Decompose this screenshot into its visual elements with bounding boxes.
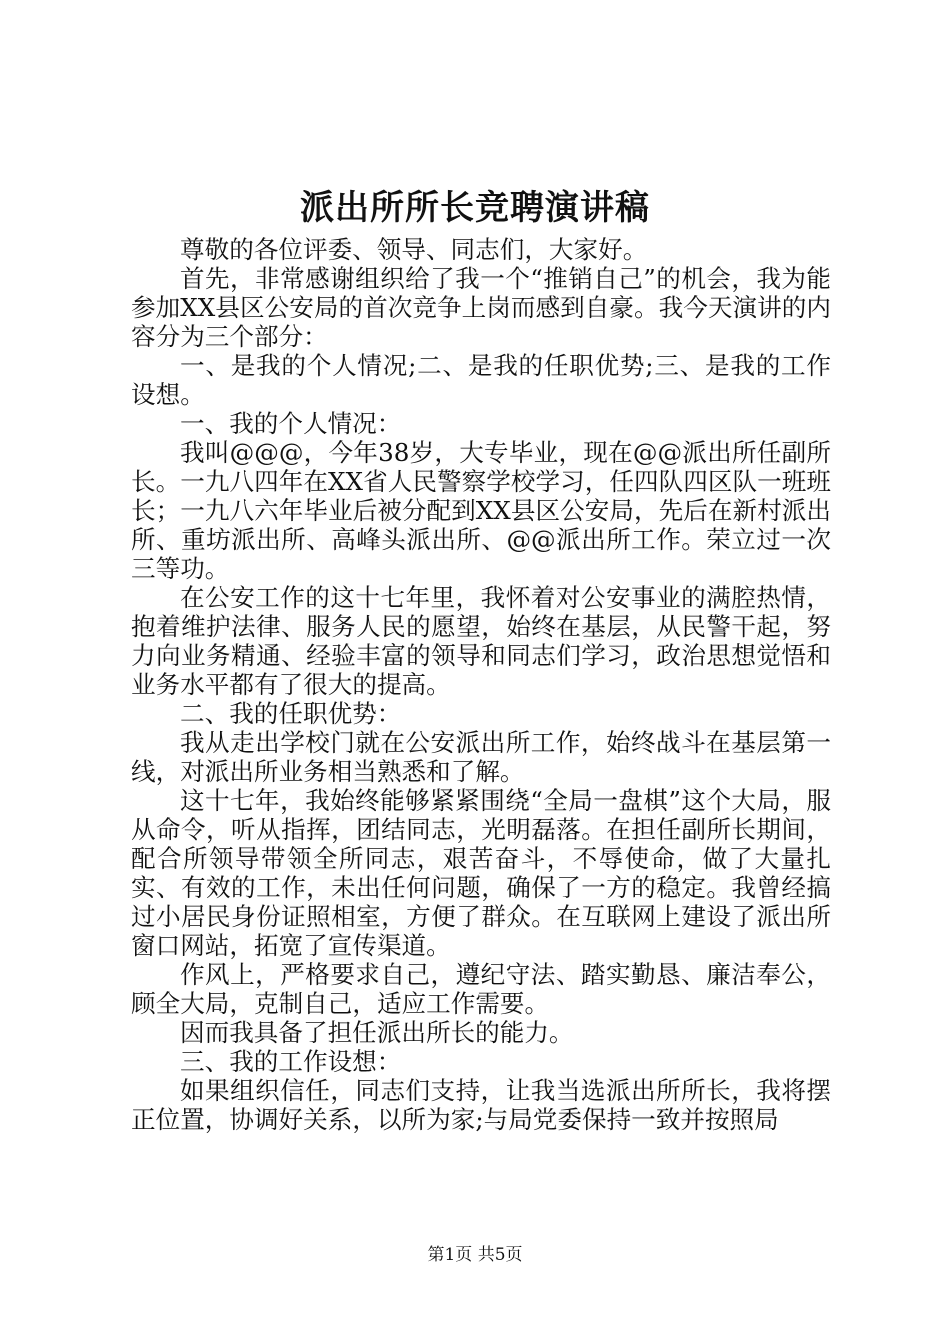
section-heading-advantages: 二、我的任职优势： <box>180 699 402 728</box>
paragraph-advantage-experience: 我从走出学校门就在公安派出所工作，始终战斗在基层第一线，对派出所业务相当熟悉和了解。 <box>131 728 831 786</box>
paragraph-career: 在公安工作的这十七年里，我怀着对公安事业的满腔热情，抱着维护法律、服务人民的愿望，始终在基层，从民警干起，努力向业务精通、经验丰富的领导和同志们学习，政治思想觉悟和业务水平都有了很大的提高。 <box>131 583 831 699</box>
section-heading-personal: 一、我的个人情况： <box>180 409 402 438</box>
paragraph-plans: 如果组织信任，同志们支持，让我当选派出所所长，我将摆正位置，协调好关系，以所为家;与局党委保持一致并按照局 <box>131 1076 831 1134</box>
section-heading-plans: 三、我的工作设想： <box>180 1047 402 1076</box>
page-number-footer: 第1页 共5页 <box>427 1245 523 1265</box>
paragraph-outline: 一、是我的个人情况;二、是我的任职优势;三、是我的工作设想。 <box>131 351 831 409</box>
paragraph-advantage-work: 这十七年，我始终能够紧紧围绕“全局一盘棋”这个大局，服从命令，听从指挥，团结同志，光明磊落。在担任副所长期间，配合所领导带领全所同志，艰苦奋斗，不辱使命，做了大量扎实、有效的工作，未出任何问题，确保了一方的稳定。我曾经搞过小居民身份证照相室，方便了群众。在互联网上建设了派出所窗口网站，拓宽了宣传渠道。 <box>131 786 831 960</box>
paragraph-greeting: 尊敬的各位评委、领导、同志们，大家好。 <box>180 235 648 264</box>
paragraph-advantage-conclusion: 因而我具备了担任派出所长的能力。 <box>180 1018 574 1047</box>
paragraph-advantage-style: 作风上，严格要求自己，遵纪守法、踏实勤恳、廉洁奉公，顾全大局，克制自己，适应工作需要。 <box>131 960 831 1018</box>
paragraph-intro: 首先，非常感谢组织给了我一个“推销自己”的机会，我为能参加XX县区公安局的首次竞争上岗而感到自豪。我今天演讲的内容分为三个部分： <box>131 264 831 351</box>
document-body <box>131 235 831 1134</box>
paragraph-personal-info: 我叫@@@，今年38岁，大专毕业，现在@@派出所任副所长。一九八四年在XX省人民警察学校学习，任四队四区队一班班长；一九八六年毕业后被分配到XX县区公安局，先后在新村派出所、重坊派出所、高峰头派出所、@@派出所工作。荣立过一次三等功。 <box>131 438 831 583</box>
document-title: 派出所所长竞聘演讲稿 <box>300 188 650 228</box>
